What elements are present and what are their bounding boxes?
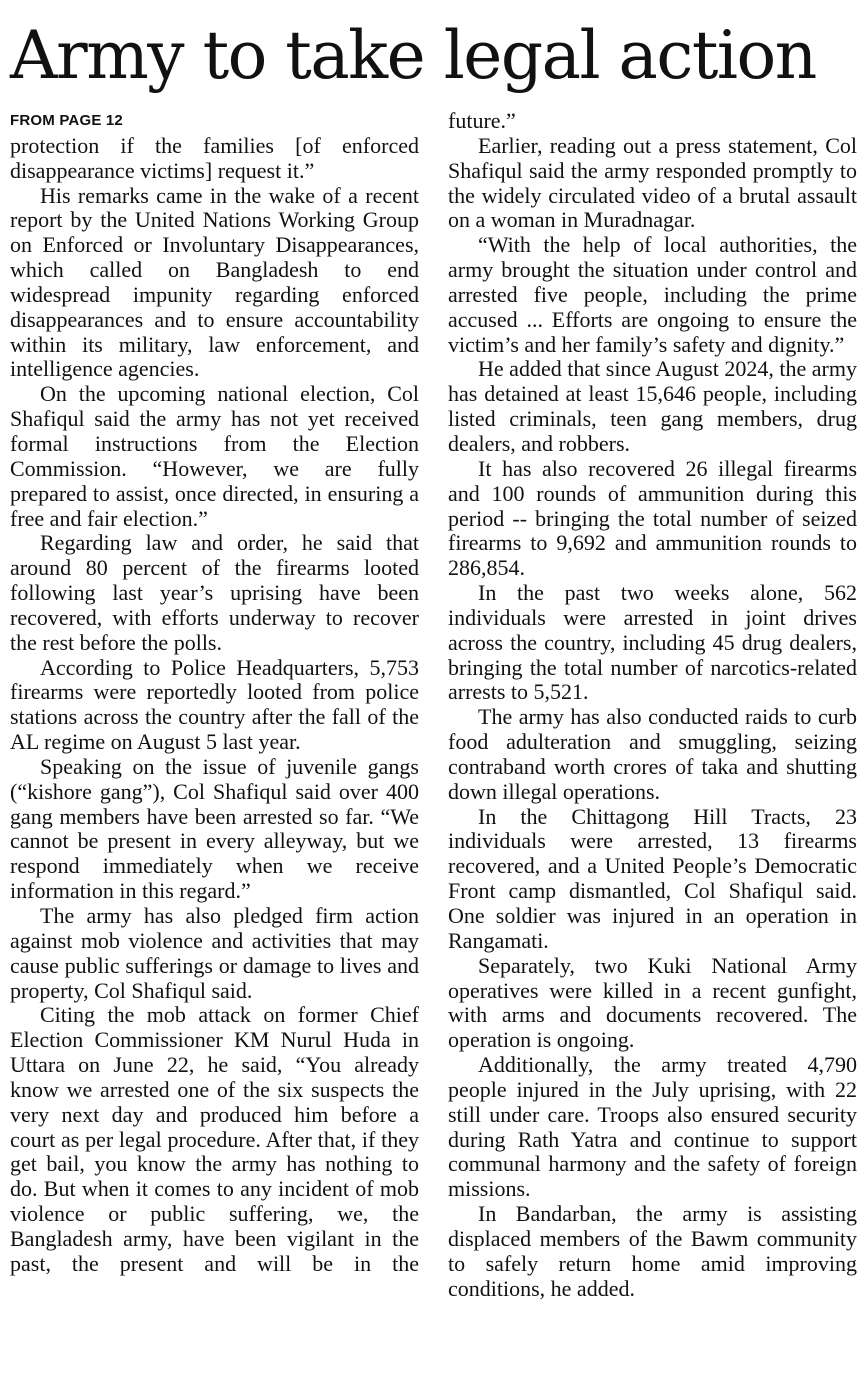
paragraph: In the Chittagong Hill Tracts, 23 individuals were arrested, 13 firearms recovered, and a United People’s Democratic Front camp dismantled, Col Shafiqul said. One soldier was injured in an operation in Rangamati.: [448, 803, 857, 953]
paragraph: The army has also pledged firm action against mob violence and activities that may cause public sufferings or damage to lives and property, Col Shafiqul said.: [10, 903, 419, 1003]
paragraph: His remarks came in the wake of a recent report by the United Nations Working Group on Enforced or Involuntary Disappearances, which called on Bangladesh to end widespread impunity regarding enforced disappearances and to ensure accountability within its military, law enforcement, and intelligence agencies.: [10, 182, 419, 382]
dateline-from-page: FROM PAGE 12: [10, 112, 123, 129]
paragraph: Separately, two Kuki National Army operatives were killed in a recent gunfight, with arms and documents recovered. The operation is ongoing.: [448, 952, 857, 1053]
paragraph: The army has also conducted raids to curb food adulteration and smuggling, seizing contraband worth crores of taka and shutting down illegal operations.: [448, 704, 857, 804]
paragraph: Additionally, the army treated 4,790 people injured in the July uprising, with 22 still under care. Troops also ensured security during Rath Yatra and continue to support communal harmony and the safety of foreign missions.: [448, 1052, 857, 1202]
paragraph: According to Police Headquarters, 5,753 firearms were reportedly looted from police stations across the country after the fall of the AL regime on August 5 last year.: [10, 654, 419, 755]
paragraph: protection if the families [of enforced disappearance victims] request it.”: [10, 132, 419, 183]
column-gutter: [433, 109, 434, 1364]
article-column-left: [10, 109, 419, 1277]
paragraph: “With the help of local authorities, the army brought the situation under control and arrested five people, including the prime accused ... Efforts are ongoing to ensure the victim’s and her family’s safety and dignity.”: [448, 232, 857, 357]
paragraph: It has also recovered 26 illegal firearms and 100 rounds of ammunition during this period -- bringing the total number of seized firearms to 9,692 and ammunition rounds to 286,854.: [448, 455, 857, 581]
paragraph: He added that since August 2024, the army has detained at least 15,646 people, including listed criminals, teen gang members, drug dealers, and robbers.: [448, 356, 857, 456]
paragraph: Speaking on the issue of juvenile gangs (“kishore gang”), Col Shafiqul said over 400 gang members have been arrested so far. “We cannot be present in every alleyway, but we respond immediately when we receive information in this regard.”: [10, 753, 419, 904]
paragraph: In Bandarban, the army is assisting displaced members of the Bawm community to safely return home amid improving conditions, he added.: [448, 1201, 857, 1301]
paragraph: Citing the mob attack on former Chief Election Commissioner KM Nurul Huda in Uttara on June 22, he said, “You already know we arrested one of the six suspects the very next day and produced him before a court as per legal procedure. After that, if they get bail, you know the army has nothing to do. But when it comes to any incident of mob violence or public suffering, we, the Bangladesh army, have been vigilant in the past, the present and will be in the: [10, 1002, 419, 1276]
article-column-right: [448, 109, 857, 1302]
paragraph: In the past two weeks alone, 562 individuals were arrested in joint drives across the country, including 45 drug dealers, bringing the total number of narcotics-related arrests to 5,521.: [448, 580, 857, 705]
paragraph: Earlier, reading out a press statement, Col Shafiqul said the army responded promptly to the widely circulated video of a brutal assault on a woman in Muradnagar.: [448, 132, 857, 233]
paragraph: Regarding law and order, he said that around 80 percent of the firearms looted following last year’s uprising have been recovered, with efforts underway to recover the rest before the polls.: [10, 530, 419, 655]
paragraph: future.”: [448, 108, 516, 133]
paragraph: On the upcoming national election, Col Shafiqul said the army has not yet received formal instructions from the Election Commission. “However, we are fully prepared to assist, once directed, in ensuring a free and fair election.”: [10, 381, 419, 531]
headline: Army to take legal action: [10, 17, 816, 94]
